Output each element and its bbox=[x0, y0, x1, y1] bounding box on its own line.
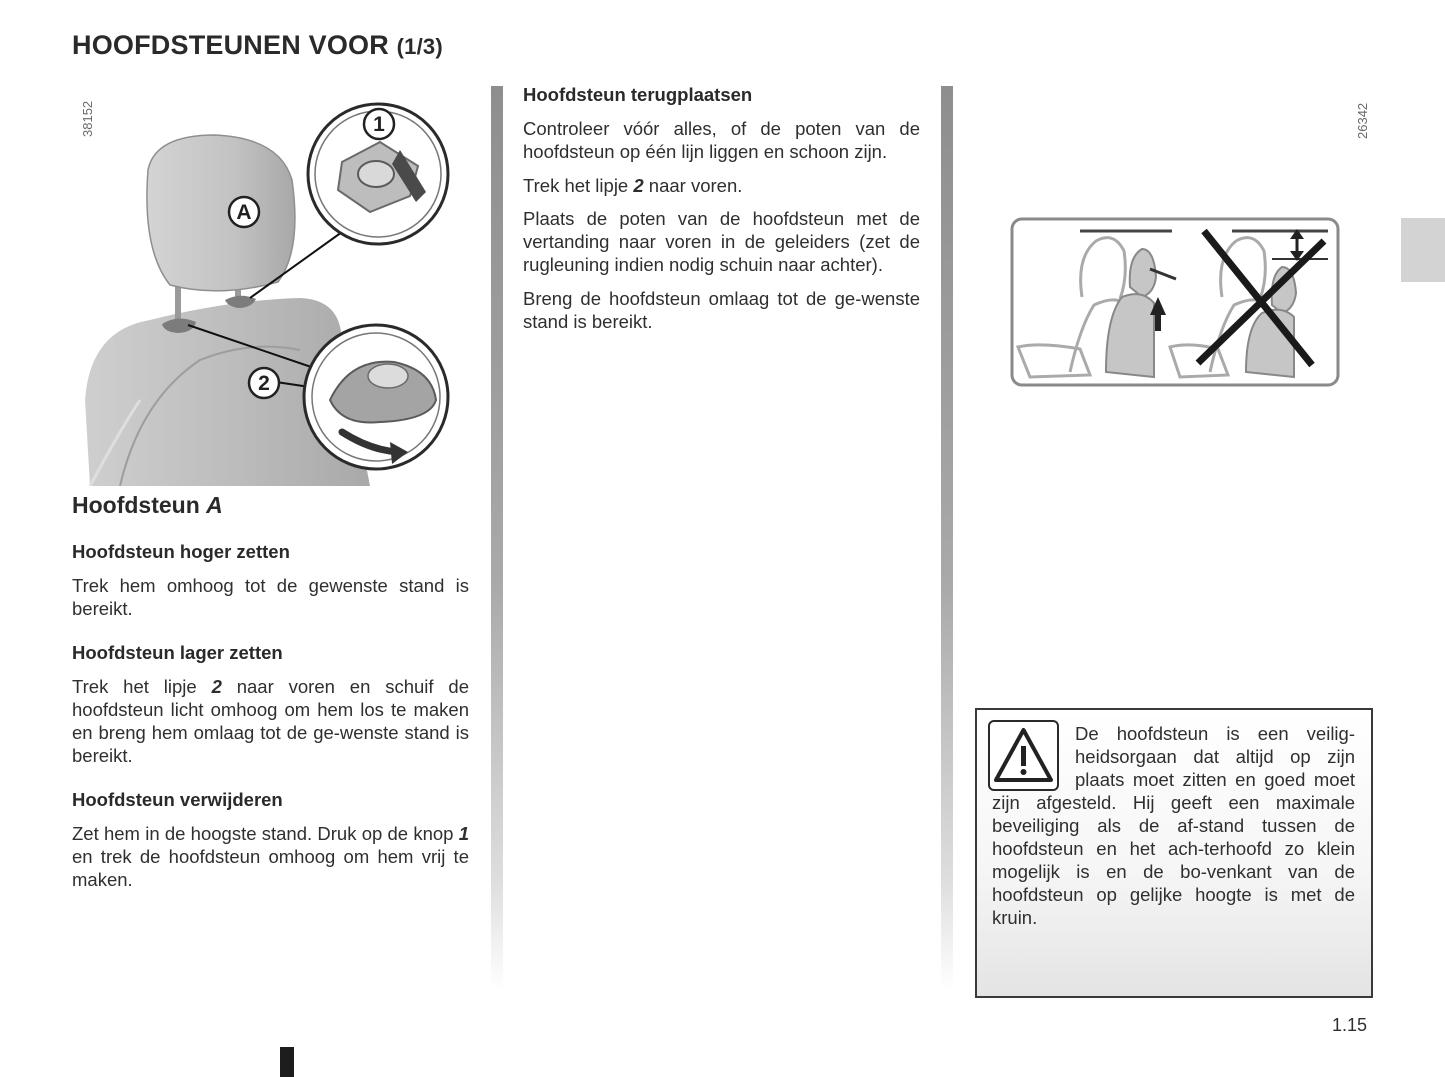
page-title-part: (1/3) bbox=[396, 34, 443, 59]
page-title-text: HOOFDSTEUNEN VOOR bbox=[72, 30, 389, 60]
paragraph-reinstall-pull-pre: Trek het lipje bbox=[523, 175, 629, 196]
paragraph-raise: Trek hem omhoog tot de gewenste stand is bereikt. bbox=[72, 575, 469, 619]
page-title bbox=[72, 30, 443, 61]
callout-1-label: 1 bbox=[373, 113, 385, 136]
section-tab-marker bbox=[1401, 218, 1445, 282]
ref-1: 1 bbox=[458, 823, 470, 844]
warning-icon-spacer bbox=[992, 722, 1075, 791]
paragraph-reinstall-pull bbox=[523, 174, 920, 197]
callout-a bbox=[227, 195, 261, 229]
page-number: 1.15 bbox=[1332, 1015, 1368, 1035]
subheading-raise: Hoofdsteun hoger zetten bbox=[72, 541, 290, 562]
headrest-a bbox=[147, 135, 295, 291]
paragraph-remove-pre: Zet hem in de hoogste stand. Druk op de knop bbox=[72, 823, 454, 844]
headrest-position-illustration bbox=[1010, 217, 1342, 389]
paragraph-reinstall-place: Plaats de poten van de hoofdsteun met de vertanding naar voren in de geleiders (zet de rugleuning indien nodig schuin naar achter). bbox=[523, 208, 920, 275]
paragraph-reinstall-pull-post: naar voren. bbox=[648, 175, 743, 196]
figure-code-left: 38152 bbox=[80, 100, 95, 137]
subheading-reinstall: Hoofdsteun terugplaatsen bbox=[523, 84, 753, 105]
subheading-remove: Hoofdsteun verwijderen bbox=[72, 789, 283, 810]
footer-mark bbox=[280, 1047, 294, 1077]
callout-2 bbox=[247, 366, 281, 400]
ref-2-col2: 2 bbox=[633, 175, 644, 196]
callout-a-label: A bbox=[236, 201, 252, 224]
paragraph-reinstall-lower: Breng de hoofdsteun omlaag tot de ge-wenste stand is bereikt. bbox=[523, 288, 920, 332]
callout-1 bbox=[362, 107, 396, 141]
column-divider-right bbox=[941, 86, 953, 990]
warning-text-body: De hoofdsteun is een veilig-heidsorgaan dat altijd op zijn plaats moet zitten en goed moet zijn afgesteld. Hij geeft een maximale beveiliging als de af-stand tussen de hoofdsteun en het ach-terhoofd zo klein mogelijk is en de bo-venkant van de hoofdsteun op gelijke hoogte is met de kruin. bbox=[992, 723, 1355, 928]
ref-2: 2 bbox=[211, 676, 222, 697]
paragraph-remove-post: en trek de hoofdsteun omhoog om hem vrij te maken. bbox=[72, 846, 469, 890]
paragraph-lower-pre: Trek het lipje bbox=[72, 676, 197, 697]
callout-2-label: 2 bbox=[258, 372, 270, 395]
paragraph-lower-post: naar voren en schuif de hoofdsteun licht omhoog om hem los te maken en breng hem omlaag tot de ge-wenste stand is bereikt. bbox=[72, 676, 470, 766]
column-divider-left bbox=[491, 86, 503, 990]
warning-text bbox=[992, 722, 1355, 929]
heading-letter: A bbox=[206, 492, 223, 518]
subheading-lower: Hoofdsteun lager zetten bbox=[72, 642, 283, 663]
paragraph-remove bbox=[72, 822, 469, 891]
figure-code-right: 26342 bbox=[1355, 102, 1370, 139]
paragraph-reinstall-check: Controleer vóór alles, of de poten van de hoofdsteun op één lijn liggen en schoon zijn. bbox=[523, 118, 920, 162]
heading-main: Hoofdsteun bbox=[72, 492, 200, 518]
paragraph-lower bbox=[72, 675, 469, 767]
section-heading-headrest-a bbox=[72, 492, 223, 519]
headrest-illustration bbox=[80, 100, 460, 486]
